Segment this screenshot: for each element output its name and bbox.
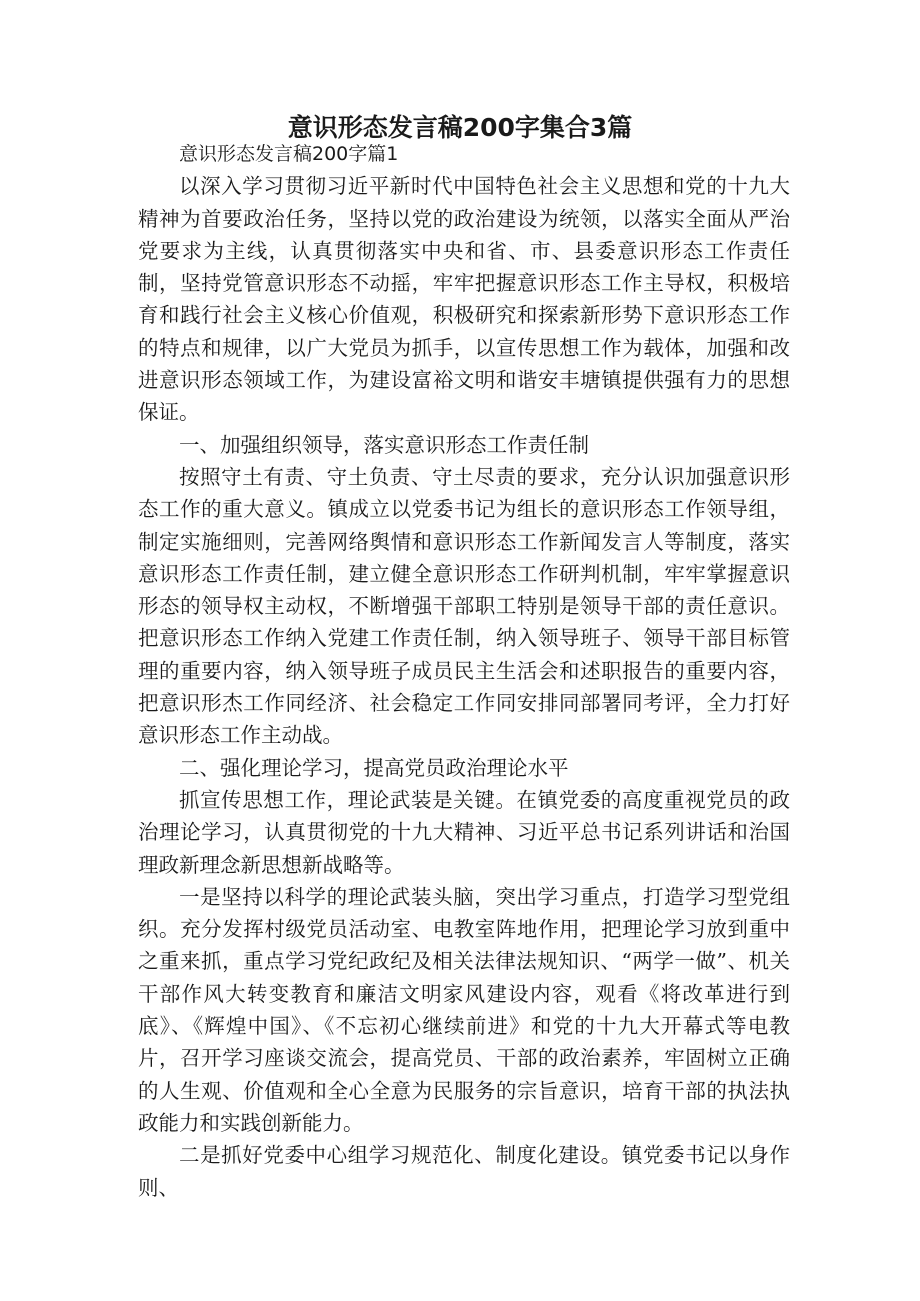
section-heading: 二、强化理论学习，提高党员政治理论水平	[179, 755, 569, 780]
section-subtitle: 意识形态发言稿200字篇1	[179, 143, 399, 165]
paragraph: 二是抓好党委中心组学习规范化、制度化建设。镇党委书记以身作则、	[138, 1143, 790, 1200]
document-title: 意识形态发言稿200字集合3篇	[287, 113, 633, 142]
paragraph: 一是坚持以科学的理论武装头脑，突出学习重点，打造学习型党组织。充分发挥村级党员活动室、电教室阵地作用，把理论学习放到重中之重来抓，重点学习党纪政纪及相关法律法规知识、“两学一做”、机关干部作风大转变教育和廉洁文明家风建设内容，观看《将改革进行到底》、《辉煌中国》、《不忘初心继续前进》和党的十九大开幕式等电教片，召开学习座谈交流会，提高党员、干部的政治素养，牢固树立正确的人生观、价值观和全心全意为民服务的宗旨意识，培育干部的执法执政能力和实践创新能力。	[138, 884, 790, 1135]
paragraph: 抓宣传思想工作，理论武装是关键。在镇党委的高度重视党员的政治理论学习，认真贯彻党的十九大精神、习近平总书记系列讲话和治国理政新理念新思想新战略等。	[138, 787, 790, 877]
paragraph: 按照守土有责、守土负责、守土尽责的要求，充分认识加强意识形态工作的重大意义。镇成立以党委书记为组长的意识形态工作领导组，制定实施细则，完善网络舆情和意识形态工作新闻发言人等制度，落实意识形态工作责任制，建立健全意识形态工作研判机制，牢牢掌握意识形态的领导权主动权，不断增强干部职工特别是领导干部的责任意识。把意识形态工作纳入党建工作责任制，纳入领导班子、领导干部目标管理的重要内容，纳入领导班子成员民主生活会和述职报告的重要内容，把意识形杰工作同经济、社会稳定工作同安排同部署同考评，全力打好意识形态工作主动战。	[138, 464, 790, 748]
paragraph: 以深入学习贯彻习近平新时代中国特色社会主义思想和党的十九大精神为首要政治任务，坚持以党的政治建设为统领，以落实全面从严治党要求为主线，认真贯彻落实中央和省、市、县委意识形态工作责任制，坚持党管意识形态不动摇，牢牢把握意识形态工作主导权，积极培育和践行社会主义核心价值观，积极研究和探索新形势下意识形态工作的特点和规律，以广大党员为抓手，以宣传思想工作为载体，加强和改进意识形态领域工作，为建设富裕文明和谐安丰塘镇提供强有力的思想保证。	[138, 174, 790, 425]
document-body	[138, 138, 790, 1204]
section-heading: 一、加强组织领导，落实意识形态工作责任制	[179, 432, 589, 457]
